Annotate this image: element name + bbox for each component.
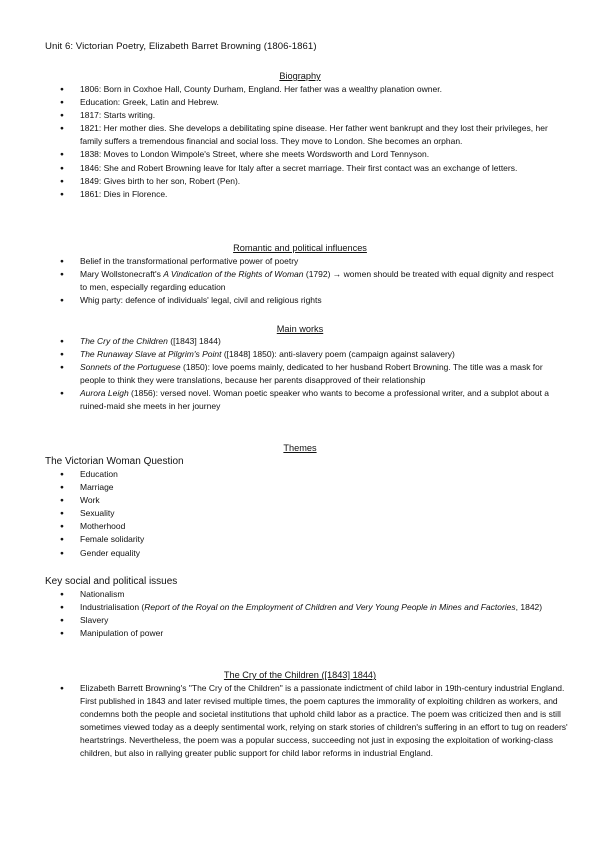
- list-item: ● The Runaway Slave at Pilgrim's Point ([1848] 1850): anti-slavery poem (campaign against salavery): [0, 348, 600, 361]
- list-item: ● The Cry of the Children ([1843] 1844): [0, 335, 600, 348]
- woman-question-label: The Victorian Woman Question: [45, 456, 184, 467]
- list-item: ● Sonnets of the Portuguese (1850): love poems mainly, dedicated to her husband Robert Browning. The title was a mask for people to think they were translations, because her parents disapproved of their relationship: [0, 361, 600, 387]
- themes-heading: Themes: [283, 443, 317, 453]
- list-item: ● Mary Wollstonecraft's A Vindication of the Rights of Woman (1792) → women should be treated with equal dignity and respect to men, especially regarding education: [0, 268, 600, 294]
- influences-heading: Romantic and political influences: [233, 243, 367, 253]
- list-item: ● 1849: Gives birth to her son, Robert (Pen).: [0, 175, 600, 188]
- works-list: [0, 335, 600, 414]
- list-item: ● Nationalism: [0, 588, 600, 601]
- list-item: ● Motherhood: [0, 520, 600, 533]
- cry-list: [0, 682, 600, 761]
- list-item: ● 1817: Starts writing.: [0, 109, 600, 122]
- list-item: ● Gender equality: [0, 547, 600, 560]
- list-item: ● 1846: She and Robert Browning leave for Italy after a secret marriage. Their first contact was an exchange of letters.: [0, 162, 600, 175]
- list-item: ● Education: Greek, Latin and Hebrew.: [0, 96, 600, 109]
- social-issues-label: Key social and political issues: [45, 576, 178, 587]
- list-item: ● Marriage: [0, 481, 600, 494]
- list-item: ● Female solidarity: [0, 533, 600, 546]
- list-item: ● Education: [0, 468, 600, 481]
- list-item: ● 1821: Her mother dies. She develops a debilitating spine disease. Her father went bankrupt and they lost their privileges, her family suffers a tremendous financial and social loss. They move to London. She becomes an orphan.: [0, 122, 600, 148]
- woman-question-list: [0, 468, 600, 560]
- social-issues-list: [0, 588, 600, 640]
- list-item: ● Manipulation of power: [0, 627, 600, 640]
- list-item: ● Belief in the transformational performative power of poetry: [0, 255, 600, 268]
- biography-list: [0, 83, 600, 201]
- list-item: ● Work: [0, 494, 600, 507]
- biography-heading: Biography: [279, 71, 321, 81]
- cry-heading: The Cry of the Children ([1843] 1844): [223, 670, 377, 680]
- influences-list: [0, 255, 600, 307]
- list-item: ● Elizabeth Barrett Browning's "The Cry of the Children" is a passionate indictment of child labor in 19th-century industrial England. First published in 1843 and later revised multiple times, the poem captures the immorality of exploiting children as workers, and condemns both the people and societal institutions that uphold child labor as a practice. The poem was criticized then and is still sometimes viewed today as a deeply sentimental work, relying on stark stories of children's suffering in an effort to tug on readers' heartstrings. Nevertheless, the poem was a popular success, succeeding not just in exposing the exploitation of working-class children, but also in rallying greater public support for child labor reforms in industrial England.: [0, 682, 600, 761]
- list-item: ● Industrialisation (Report of the Royal on the Employment of Children and Very Young People in Mines and Factories, 1842): [0, 601, 600, 614]
- list-item: ● Aurora Leigh (1856): versed novel. Woman poetic speaker who wants to become a professional writer, and a subplot about a ruined-maid she meets in her journey: [0, 387, 600, 413]
- document-title: Unit 6: Victorian Poetry, Elizabeth Barret Browning (1806-1861): [45, 41, 317, 52]
- list-item: ● 1806: Born in Coxhoe Hall, County Durham, England. Her father was a wealthy planation owner.: [0, 83, 600, 96]
- list-item: ● Whig party: defence of individuals' legal, civil and religious rights: [0, 294, 600, 307]
- list-item: ● 1838: Moves to London Wimpole's Street, where she meets Wordsworth and Lord Tennyson.: [0, 148, 600, 161]
- works-heading: Main works: [276, 324, 324, 334]
- list-item: ● Sexuality: [0, 507, 600, 520]
- list-item: ● 1861: Dies in Florence.: [0, 188, 600, 201]
- list-item: ● Slavery: [0, 614, 600, 627]
